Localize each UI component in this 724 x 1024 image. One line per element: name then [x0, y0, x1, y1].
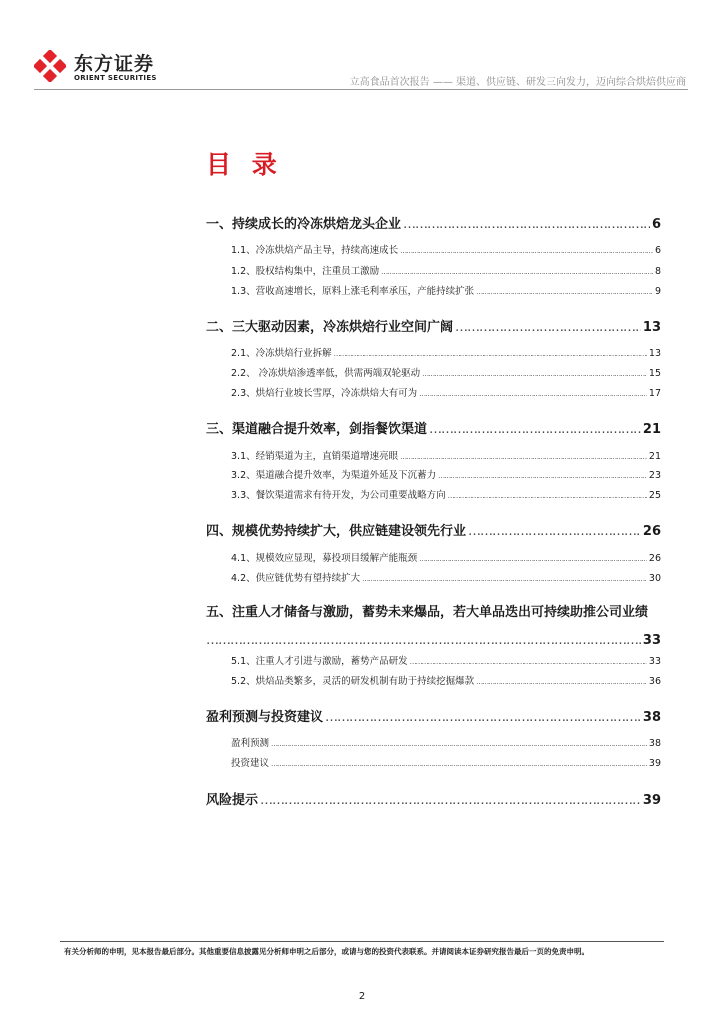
toc-leader-dots: [476, 678, 647, 686]
toc-subsection-2-3[interactable]: [231, 385, 661, 399]
toc-page-number: 17: [648, 388, 661, 399]
toc-section-1[interactable]: [206, 213, 661, 232]
toc-title: 目 录: [206, 150, 283, 179]
toc-section-5[interactable]: 五、注重人才储备与激励，蓄势未来爆品，若大单品迭出可持续助推公司业绩: [206, 605, 649, 620]
toc-subsection-5-1[interactable]: [231, 653, 661, 667]
toc-subsection-5-2[interactable]: [231, 673, 661, 687]
toc-section-title: 四、规模优势持续扩大，供应链建设领先行业: [206, 524, 467, 539]
toc-page-number: 21: [642, 422, 661, 437]
toc-leader-dots: [271, 760, 647, 768]
toc-subsection-title: 4.1、规模效应显现，募投项目缓解产能瓶颈: [231, 553, 418, 564]
toc-section-title: 三、渠道融合提升效率，剑指餐饮渠道: [206, 422, 428, 437]
toc-subsection-title: 1.2、股权结构集中，注重员工激励: [231, 266, 380, 277]
toc-subsection-title: 1.3、营收高速增长，原料上涨毛利率承压，产能持续扩张: [231, 286, 475, 297]
toc-page-number: 38: [642, 710, 661, 725]
report-title-header: 立高食品首次报告 —— 渠道、供应链、研发三向发力，迈向综合烘焙供应商: [349, 77, 686, 88]
toc-subsection-2-2[interactable]: [231, 365, 661, 379]
toc-leader-dots: [260, 793, 641, 808]
toc-leader-dots: [271, 740, 647, 748]
toc-subsection-title: 3.3、餐饮渠道需求有待开发，为公司重要战略方向: [231, 490, 446, 501]
toc-subsection-1-1[interactable]: [231, 242, 661, 256]
toc-leader-dots: [476, 288, 653, 296]
toc-subsection-profit-forecast[interactable]: [231, 735, 661, 749]
toc-subsection-title: 3.2、渠道融合提升效率，为渠道外延及下沉蓄力: [231, 470, 437, 481]
toc-leader-dots: [206, 633, 641, 648]
toc-page-number: 26: [642, 524, 661, 539]
toc-subsection-investment-advice[interactable]: [231, 755, 661, 769]
toc-section-title: 盈利预测与投资建议: [206, 710, 324, 725]
toc-subsection-title: 盈利预测: [231, 738, 270, 749]
logo-chinese-name: 东方证券: [74, 53, 155, 75]
toc-leader-dots: [429, 422, 641, 437]
toc-subsection-title: 投资建议: [231, 758, 270, 769]
toc-page-number: 39: [648, 758, 661, 769]
toc-page-number: 36: [648, 676, 661, 687]
toc-page-number: 33: [642, 633, 661, 648]
toc-page-number: 9: [654, 286, 661, 297]
toc-leader-dots: [419, 555, 647, 563]
toc-page-number: 6: [651, 217, 661, 232]
toc-subsection-title: 4.2、供应链优势有望持续扩大: [231, 573, 361, 584]
toc-page-number: 30: [648, 573, 661, 584]
toc-leader-dots: [400, 247, 653, 255]
orient-logo-icon: [34, 50, 66, 82]
toc-leader-dots: [419, 390, 647, 398]
toc-subsection-title: 3.1、经销渠道为主，直销渠道增速亮眼: [231, 451, 399, 462]
toc-page-number: 13: [648, 348, 661, 359]
toc-subsection-3-2[interactable]: [231, 467, 661, 481]
toc-subsection-3-3[interactable]: [231, 487, 661, 501]
toc-subsection-1-2[interactable]: [231, 263, 661, 277]
toc-subsection-title: 2.3、烘焙行业坡长雪厚，冷冻烘焙大有可为: [231, 388, 418, 399]
toc-section-title: 一、持续成长的冷冻烘焙龙头企业: [206, 217, 402, 232]
toc-subsection-title: 2.2、 冷冻烘焙渗透率低，供需两端双轮驱动: [231, 368, 421, 379]
toc-section-4[interactable]: [206, 520, 661, 539]
toc-page-number: 6: [654, 245, 661, 256]
toc-leader-dots: [403, 217, 650, 232]
toc-leader-dots: [455, 320, 641, 335]
toc-section-5-leader[interactable]: [206, 633, 661, 648]
page-number: 2: [358, 991, 366, 1002]
toc-subsection-3-1[interactable]: [231, 448, 661, 462]
toc-leader-dots: [422, 370, 647, 378]
toc-page-number: 21: [648, 451, 661, 462]
toc-leader-dots: [468, 524, 641, 539]
toc-leader-dots: [410, 658, 647, 666]
toc-page-number: 33: [648, 656, 661, 667]
toc-subsection-2-1[interactable]: [231, 345, 661, 359]
toc-section-title: 风险提示: [206, 793, 259, 808]
toc-leader-dots: [325, 710, 641, 725]
toc-page-number: 38: [648, 738, 661, 749]
toc-subsection-title: 2.1、冷冻烘焙行业拆解: [231, 348, 332, 359]
toc-section-title: 二、三大驱动因素，冷冻烘焙行业空间广阔: [206, 320, 454, 335]
orient-securities-logo: [34, 46, 159, 84]
toc-page-number: 23: [648, 470, 661, 481]
footer-divider: [60, 941, 664, 942]
toc-leader-dots: [362, 575, 647, 583]
toc-section-profit-forecast[interactable]: [206, 706, 661, 725]
toc-page-number: 39: [642, 793, 661, 808]
toc-subsection-1-3[interactable]: [231, 283, 661, 297]
toc-page-number: 13: [642, 320, 661, 335]
header-divider: [34, 89, 688, 90]
toc-leader-dots: [438, 472, 647, 480]
toc-subsection-title: 5.1、注重人才引进与激励，蓄势产品研发: [231, 656, 408, 667]
footer-disclaimer: 有关分析师的申明，见本报告最后部分。其他重要信息披露见分析师申明之后部分，或请与您的投资代表联系。并请阅读本证券研究报告最后一页的免责申明。: [64, 947, 589, 956]
toc-page-number: 25: [648, 490, 661, 501]
toc-leader-dots: [400, 453, 647, 461]
toc-subsection-4-1[interactable]: [231, 550, 661, 564]
toc-leader-dots: [381, 268, 653, 276]
toc-subsection-title: 5.2、烘焙品类繁多，灵活的研发机制有助于持续挖掘爆款: [231, 676, 475, 687]
toc-page-number: 26: [648, 553, 661, 564]
toc-subsection-title: 1.1、冷冻烘焙产品主导，持续高速成长: [231, 245, 399, 256]
toc-section-3[interactable]: [206, 418, 661, 437]
toc-page-number: 8: [654, 266, 661, 277]
toc-section-risk[interactable]: [206, 789, 661, 808]
toc-leader-dots: [334, 350, 647, 358]
toc-leader-dots: [448, 492, 647, 500]
logo-english-name: ORIENT SECURITIES: [74, 74, 157, 82]
toc-subsection-4-2[interactable]: [231, 570, 661, 584]
toc-section-2[interactable]: [206, 316, 661, 335]
toc-page-number: 15: [648, 368, 661, 379]
